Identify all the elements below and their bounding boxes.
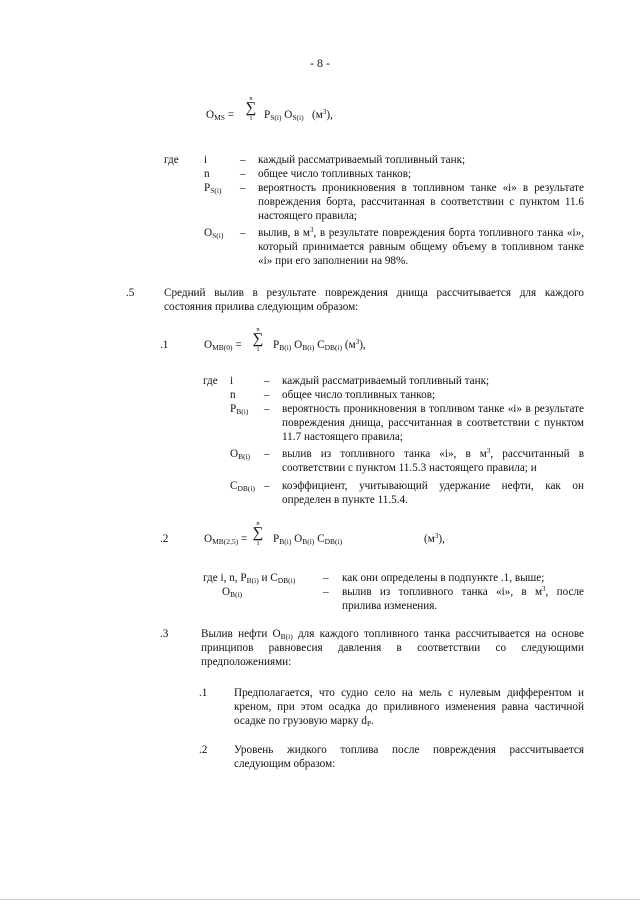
definition-text: как они определены в подпункте .1, выше;	[342, 572, 545, 584]
footer-rule	[0, 899, 640, 900]
para-3-text: Вылив нефти $O_{B(i)}$ для каждого топливного танка рассчитывается на основе принципов равновесия давления в соответствии со следующими предположениями:	[201, 628, 585, 668]
formula-terms: $P_{S(i)}$ $O_{S(i)}$ $(м^3)$,	[264, 108, 333, 122]
sum-symbol: n ∑ 1	[252, 326, 264, 353]
where-label: где	[203, 375, 218, 387]
sum-symbol: n ∑ 1	[252, 520, 264, 547]
formula-lhs: O	[206, 109, 215, 121]
definition-shared-symbols: где i, n, $P_{B(i)}$ и $C_{DB(i)}$	[203, 572, 296, 585]
formula-omb25: $O_{MB(2,5)}$ =	[204, 533, 248, 546]
subsubpara-number-2: .2	[199, 744, 208, 756]
definition-dash: –	[323, 586, 329, 598]
formula-unit: $(м^3)$,	[424, 532, 445, 545]
subsubpara-number-1: .1	[199, 687, 208, 699]
para-5-text: Средний вылив в результате повреждения днища рассчитывается для каждого состояния прилива следующим образом:	[164, 287, 584, 313]
formula-omb0: $O_{MB(0)}$ =	[204, 339, 242, 352]
subpara-number-2: .2	[160, 533, 169, 545]
formula-oms: $O_{MS}$ =	[206, 109, 235, 122]
where-label: где	[164, 154, 179, 166]
definition-ob-symbol: $O_{B(i)}$	[222, 586, 243, 599]
formula-terms: $P_{B(i)}$ $O_{B(i)}$ $C_{DB(i)}$	[273, 533, 343, 546]
subpara-number-3: .3	[160, 628, 169, 640]
page-number: - 8 -	[310, 56, 330, 70]
para-number-5: .5	[126, 287, 135, 299]
definition-dash: –	[323, 572, 329, 584]
sum-symbol: n ∑ 1	[245, 95, 257, 122]
definition-text: вылив из топливного танка «i», в $м^3$, после прилива изменения.	[342, 585, 584, 612]
subpara-number-1: .1	[160, 339, 169, 351]
formula-terms: $P_{B(i)}$ $O_{B(i)}$ $C_{DB(i)}$ $(м^3)$,	[273, 338, 366, 352]
subsubpara-2-text: Уровень жидкого топлива после повреждения рассчитывается следующим образом:	[234, 744, 584, 770]
subsubpara-1-text: Предполагается, что судно село на мель с нулевым дифферентом и креном, при этом осадка до приливного изменения равна частичной осадке по грузовую марку $d_P$.	[234, 687, 584, 728]
